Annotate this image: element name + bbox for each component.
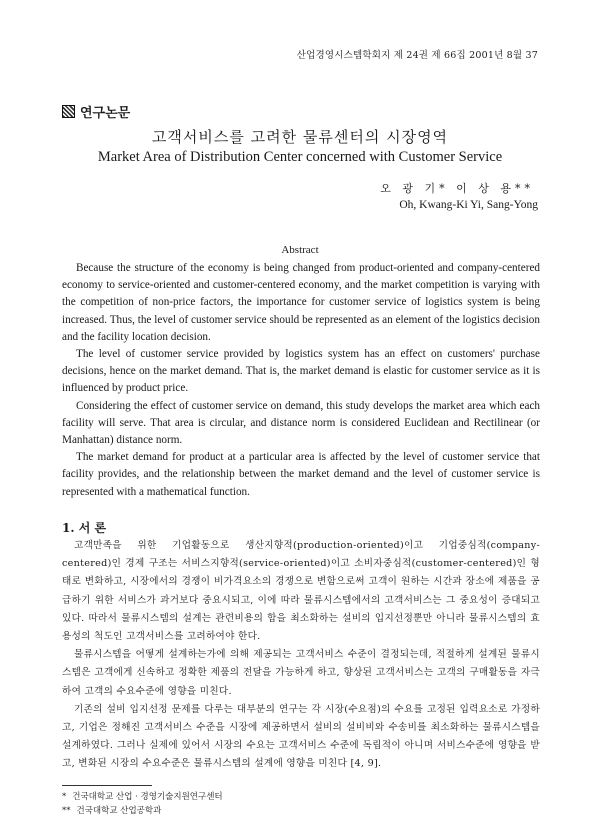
- abstract-body: [62, 260, 540, 501]
- section-label-text: 연구논문: [80, 106, 131, 121]
- abstract-paragraph: The market demand for product at a particular area is affected by the level of customer service that facility provides, and the relationship between the market demand and the level of customer service is represented with a mathematical function.: [62, 451, 540, 498]
- section-marker-icon: [62, 105, 75, 118]
- body-paragraph: 물류시스템을 어떻게 설계하는가에 의해 제공되는 고객서비스 수준이 결정되는데, 적절하게 설계된 물류시스템은 고객에게 신속하고 정확한 제품의 전달을 가능하게 하고, 향상된 고객서비스는 고객의 구매활동을 자극하여 고객의 수요수준에 영향을 미친다.: [62, 649, 540, 697]
- body-paragraph: 고객만족을 위한 기업활동으로 생산지향적(production-oriented)이고 기업중심적(company-centered)인 경제 구조는 서비스지향적(service-oriented)이고 소비자중심적(customer-centered)인 형태로 변화하고, 시장에서의 경쟁이 비가격요소의 경쟁으로 변함으로써 고객이 원하는 시간과 장소에 제품을 공급하기 위한 서비스가 과거보다 중요시되고, 이에 따라 물류시스템에서의 고객서비스는 그 중요성이 증대되고 있다. 따라서 물류시스템의 설계는 관련비용의 합을 최소화하는 설비의 입지선정뿐만 아니라 물류시스템의 효용성의 척도인 고객서비스를 고려하여야 한다.: [62, 540, 540, 643]
- footnote-mark: **: [62, 806, 71, 816]
- footnote: [62, 790, 223, 804]
- authors-korean: 오 광 기* 이 상 용**: [380, 182, 534, 195]
- footnote-mark: *: [62, 792, 67, 802]
- body-paragraph: 기존의 설비 입지선정 문제를 다루는 대부분의 연구는 각 시장(수요점)의 수요를 고정된 입력요소로 가정하고, 기업은 정해진 고객서비스 수준을 시장에 제공하면서 설비의 설비비와 수송비를 최소화하는 물류시스템을 설계하였다. 그러나 실제에 있어서 시장의 수요는 고객서비스 수준에 독립적이 아니며 서비스수준에 영향을 받고, 변화된 시장의 수요수준은 물류시스템의 설계에 영향을 미친다 [4, 9].: [62, 703, 540, 770]
- running-header: 산업경영시스템학회지 제 24권 제 66집 2001년 8월 37: [296, 50, 538, 61]
- footnote: [62, 804, 223, 818]
- authors-english: Oh, Kwang-Ki Yi, Sang-Yong: [399, 199, 538, 211]
- title-korean: 고객서비스를 고려한 물류센터의 시장영역: [151, 128, 449, 146]
- footnotes: [62, 790, 223, 818]
- abstract-heading: Abstract: [281, 244, 319, 256]
- section1-body: [62, 537, 540, 774]
- footnote-text: 건국대학교 산업 · 경영기술지원연구센터: [72, 792, 223, 802]
- section1-heading: 1. 서 론: [62, 521, 107, 535]
- footnote-text: 건국대학교 산업공학과: [76, 806, 162, 816]
- section-label: [62, 102, 130, 121]
- abstract-paragraph: The level of customer service provided by logistics system has an effect on customers' purchase decisions, hence on the market demand. That is, the market demand is elastic for customer service as it is influenced by product price.: [62, 348, 540, 395]
- title-english: Market Area of Distribution Center concerned with Customer Service: [97, 149, 503, 165]
- abstract-paragraph: Because the structure of the economy is being changed from product-oriented and company-centered economy to service-oriented and customer-centered economy, and the market competition is varying with the competition of non-price factors, the importance for customer service of logistics system is being increased. Thus, the level of customer service should be represented as an element of the logistics decision and the facility location decision.: [62, 262, 540, 343]
- footnote-divider: [62, 785, 152, 786]
- abstract-paragraph: Considering the effect of customer service on demand, this study develops the market area which each facility will serve. That area is circular, and distance norm is considered Euclidean and Rectilinear (or Manhattan) distance norm.: [62, 399, 540, 447]
